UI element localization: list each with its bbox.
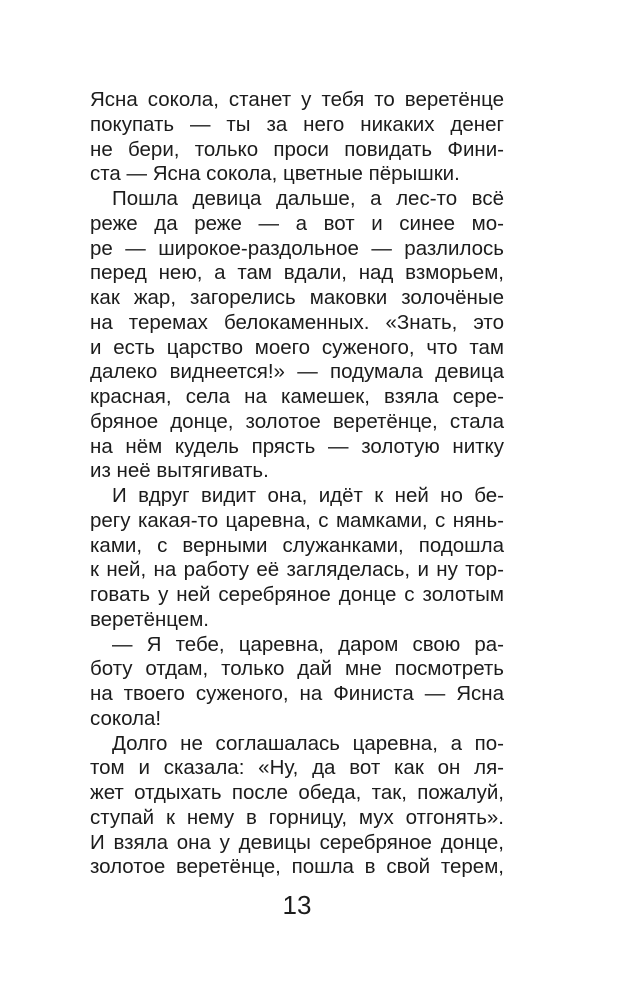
text-line: Долго не соглашалась царевна, а по- [112, 731, 504, 755]
text-line: ками, с верными служанками, подошла [90, 533, 504, 557]
text-line: Пошла девица дальше, а лес-то всё [112, 187, 504, 210]
body-text [90, 88, 504, 880]
text-line: ре — широкое-раздольное — разлилось [90, 236, 504, 260]
text-line: из неё вытягивать. [90, 459, 269, 483]
text-line: как жар, загорелись маковки золочёные [90, 286, 504, 309]
text-line: на твоего суженого, на Финиста — Ясна [90, 682, 504, 705]
text-line: боту отдам, только дай мне посмотреть [90, 657, 504, 681]
text-line: говать у ней серебряное донце с золотым [90, 583, 504, 606]
text-line: на теремах белокаменных. «Знать, это [90, 310, 504, 334]
text-line: не бери, только проси повидать Фини- [90, 137, 504, 161]
text-line: и есть царство моего суженого, что там [90, 335, 504, 359]
paragraph-continued [90, 88, 504, 187]
text-line: сокола! [90, 706, 162, 730]
paragraph [90, 732, 504, 881]
paragraph-dialogue [90, 633, 504, 732]
text-line: ста — Ясна сокола, цветные пёрышки. [90, 162, 460, 186]
text-line: красная, села на камешек, взяла сере- [90, 385, 504, 408]
text-line: покупать — ты за него никаких денег [90, 112, 504, 136]
text-line: реже да реже — а вот и синее мо- [90, 211, 504, 235]
text-line: далеко виднеется!» — подумала девица [90, 360, 504, 384]
text-line: жет отдыхать после обеда, так, пожалуй, [90, 781, 504, 804]
text-line: на нём кудель прясть — золотую нитку [90, 434, 504, 458]
text-line: регу какая-то царевна, с мамками, с нянь- [90, 508, 504, 532]
text-line: веретёнцем. [90, 607, 209, 631]
text-line: золотое веретёнце, пошла в свой терем, [90, 855, 504, 879]
paragraph [90, 187, 504, 484]
text-line: И вдруг видит она, идёт к ней но бе- [112, 484, 504, 507]
text-line: ступай к нему в горницу, мух отгонять». [90, 805, 504, 829]
text-line: том и сказала: «Ну, да вот как он ля- [90, 756, 504, 780]
text-line: Ясна сокола, станет у тебя то веретёнце [90, 88, 504, 111]
text-line: бряное донце, золотое веретёнце, стала [90, 409, 504, 433]
text-line: И взяла она у девицы серебряное донце, [90, 830, 504, 854]
text-line: перед нею, а там вдали, над взморьем, [90, 261, 504, 285]
text-line: — Я тебе, царевна, даром свою ра- [112, 632, 504, 656]
text-line: к ней, на работу её загляделась, и ну тор- [90, 558, 504, 582]
page-number: 13 [282, 890, 312, 920]
paragraph [90, 484, 504, 633]
